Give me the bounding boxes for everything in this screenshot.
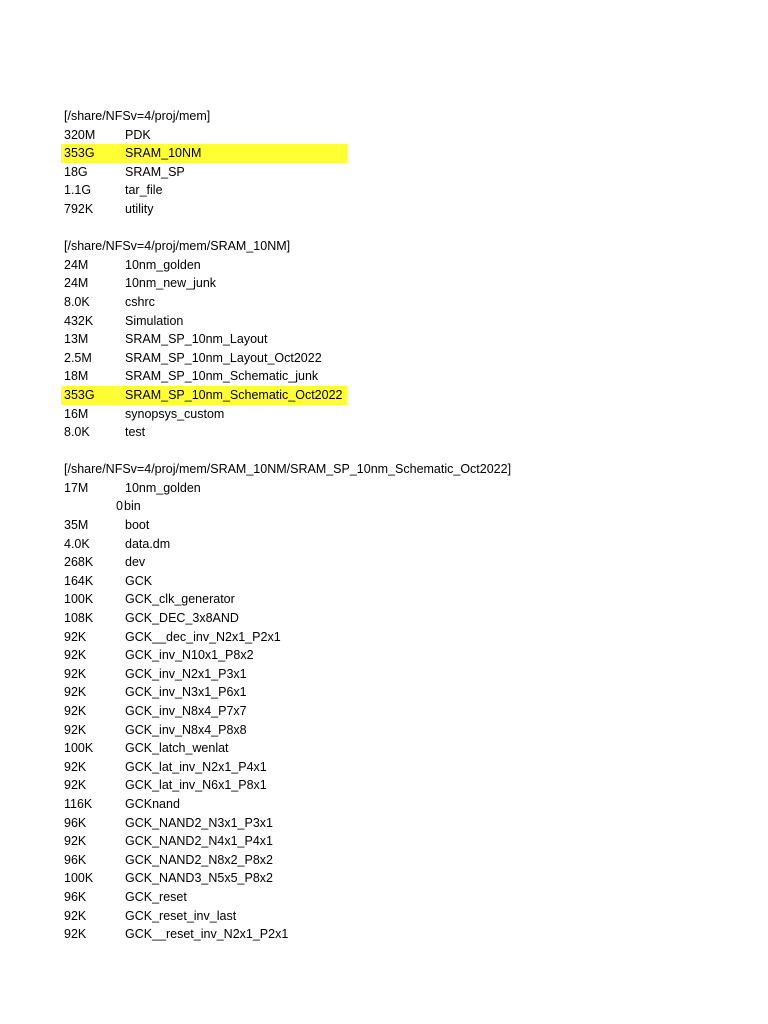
- entry-size: 2.5M: [64, 350, 92, 365]
- entry-size: 16M: [64, 406, 89, 421]
- entry-name: PDK: [125, 127, 151, 142]
- section-path: [/share/NFSv=4/proj/mem/SRAM_10NM/SRAM_SP_10nm_Schematic_Oct2022]: [64, 462, 512, 477]
- listing-section: [0, 460, 768, 943]
- entry-name: SRAM_SP_10nm_Layout_Oct2022: [125, 350, 322, 365]
- entry-name: GCK_NAND3_N5x5_P8x2: [125, 871, 273, 886]
- entry-name: GCK_inv_N10x1_P8x2: [125, 648, 254, 663]
- section-path-line: [0, 237, 768, 256]
- section-path-line: [0, 107, 768, 126]
- entry-name: 10nm_new_junk: [125, 276, 217, 291]
- entry-name: SRAM_10NM: [125, 146, 202, 161]
- entry-size: 792K: [64, 201, 94, 216]
- listing-row: [0, 590, 768, 609]
- entry-size: 92K: [64, 778, 87, 793]
- entry-size: 96K: [64, 815, 87, 830]
- entry-size: 100K: [64, 871, 94, 886]
- entry-size: 92K: [64, 629, 87, 644]
- listing-row: [0, 572, 768, 591]
- entry-name: tar_file: [125, 183, 163, 198]
- section-path: [/share/NFSv=4/proj/mem/SRAM_10NM]: [64, 239, 291, 254]
- entry-size: 92K: [64, 722, 87, 737]
- entry-name: boot: [125, 518, 150, 533]
- entry-size: 92K: [64, 685, 87, 700]
- entry-size: 92K: [64, 759, 87, 774]
- listing-row: [0, 274, 768, 293]
- listing-row: [0, 405, 768, 424]
- listing-row: [0, 163, 768, 182]
- listing-row: [0, 869, 768, 888]
- section-path: [/share/NFSv=4/proj/mem]: [64, 109, 211, 123]
- listing-row: [0, 200, 768, 219]
- listing-row: [0, 925, 768, 944]
- entry-size: 353G: [64, 387, 95, 402]
- entry-name: GCK_reset_inv_last: [125, 908, 237, 923]
- entry-name: GCK__reset_inv_N2x1_P2x1: [125, 927, 289, 942]
- entry-size: 8.0K: [64, 425, 90, 440]
- entry-name: GCK: [125, 573, 153, 588]
- listing-row: [0, 516, 768, 535]
- entry-size: 18G: [64, 164, 88, 179]
- entry-size: 92K: [64, 908, 87, 923]
- entry-size: 92K: [64, 666, 87, 681]
- directory-listing: [0, 107, 768, 962]
- entry-name: data.dm: [125, 536, 171, 551]
- listing-row: [0, 832, 768, 851]
- entry-size: 8.0K: [64, 294, 90, 309]
- listing-row: [0, 758, 768, 777]
- entry-size: 35M: [64, 518, 89, 533]
- entry-name: SRAM_SP_10nm_Schematic_Oct2022: [125, 387, 343, 402]
- listing-row: [0, 367, 768, 386]
- entry-name: GCK_reset: [125, 889, 187, 904]
- entry-size: 320M: [64, 127, 96, 142]
- listing-row: [0, 683, 768, 702]
- listing-section: [0, 237, 768, 442]
- entry-name: 10nm_golden: [125, 257, 201, 272]
- listing-row: [0, 256, 768, 275]
- listing-row: [0, 535, 768, 554]
- entry-name: 10nm_golden: [125, 480, 201, 495]
- listing-row: [0, 888, 768, 907]
- entry-name: bin: [124, 499, 141, 514]
- listing-row: [0, 293, 768, 312]
- entry-name: cshrc: [125, 294, 155, 309]
- listing-row: [0, 349, 768, 368]
- section-path-line: [0, 460, 768, 479]
- listing-row: [0, 497, 768, 516]
- listing-row: [0, 144, 768, 163]
- listing-section: [0, 107, 768, 219]
- listing-row: [0, 628, 768, 647]
- entry-name: SRAM_SP: [125, 164, 185, 179]
- listing-row: [0, 181, 768, 200]
- entry-name: GCK_lat_inv_N6x1_P8x1: [125, 778, 267, 793]
- entry-name: dev: [125, 555, 146, 570]
- entry-size: 96K: [64, 889, 87, 904]
- entry-name: GCK_DEC_3x8AND: [125, 611, 239, 626]
- listing-row: [0, 907, 768, 926]
- entry-name: GCK_inv_N3x1_P6x1: [125, 685, 247, 700]
- entry-name: GCK_NAND2_N4x1_P4x1: [125, 834, 273, 849]
- entry-name: GCK_NAND2_N3x1_P3x1: [125, 815, 273, 830]
- listing-row: [0, 776, 768, 795]
- listing-row: [0, 312, 768, 331]
- entry-size: 0: [116, 499, 123, 514]
- entry-name: test: [125, 425, 146, 440]
- entry-size: 92K: [64, 648, 87, 663]
- entry-name: GCK_inv_N8x4_P8x8: [125, 722, 247, 737]
- entry-name: SRAM_SP_10nm_Schematic_junk: [125, 369, 319, 384]
- listing-row: [0, 609, 768, 628]
- entry-size: 432K: [64, 313, 94, 328]
- entry-size: 268K: [64, 555, 94, 570]
- entry-name: utility: [125, 201, 154, 216]
- entry-size: 92K: [64, 704, 87, 718]
- listing-row: [0, 126, 768, 145]
- listing-row: [0, 330, 768, 349]
- entry-size: 24M: [64, 276, 89, 291]
- entry-name: GCKnand: [125, 796, 180, 811]
- listing-row: [0, 423, 768, 442]
- entry-name: SRAM_SP_10nm_Layout: [125, 332, 268, 347]
- entry-name: GCK__dec_inv_N2x1_P2x1: [125, 629, 281, 644]
- entry-name: GCK_NAND2_N8x2_P8x2: [125, 852, 273, 867]
- entry-name: GCK_latch_wenlat: [125, 741, 229, 756]
- entry-size: 100K: [64, 741, 94, 756]
- entry-size: 164K: [64, 573, 94, 588]
- entry-size: 4.0K: [64, 536, 90, 551]
- entry-size: 24M: [64, 257, 89, 272]
- entry-size: 17M: [64, 480, 89, 495]
- entry-name: GCK_inv_N2x1_P3x1: [125, 666, 247, 681]
- entry-name: GCK_inv_N8x4_P7x7: [125, 704, 247, 718]
- entry-name: GCK_clk_generator: [125, 592, 235, 607]
- entry-name: GCK_lat_inv_N2x1_P4x1: [125, 759, 267, 774]
- entry-size: 100K: [64, 592, 94, 607]
- listing-row: [0, 739, 768, 758]
- listing-row: [0, 553, 768, 572]
- listing-row: [0, 702, 768, 721]
- entry-size: 353G: [64, 146, 95, 161]
- entry-size: 108K: [64, 611, 94, 626]
- listing-row: [0, 721, 768, 740]
- entry-size: 92K: [64, 834, 87, 849]
- entry-size: 18M: [64, 369, 89, 384]
- listing-row: [0, 795, 768, 814]
- entry-size: 96K: [64, 852, 87, 867]
- listing-row: [0, 479, 768, 498]
- entry-name: synopsys_custom: [125, 406, 225, 421]
- entry-size: 92K: [64, 927, 87, 942]
- row-highlight: [61, 144, 347, 163]
- entry-size: 1.1G: [64, 183, 92, 198]
- listing-row: [0, 851, 768, 870]
- listing-row: [0, 665, 768, 684]
- entry-size: 116K: [64, 796, 93, 811]
- entry-name: Simulation: [125, 313, 184, 328]
- listing-row: [0, 814, 768, 833]
- entry-size: 13M: [64, 332, 89, 347]
- listing-row: [0, 386, 768, 405]
- listing-row: [0, 646, 768, 665]
